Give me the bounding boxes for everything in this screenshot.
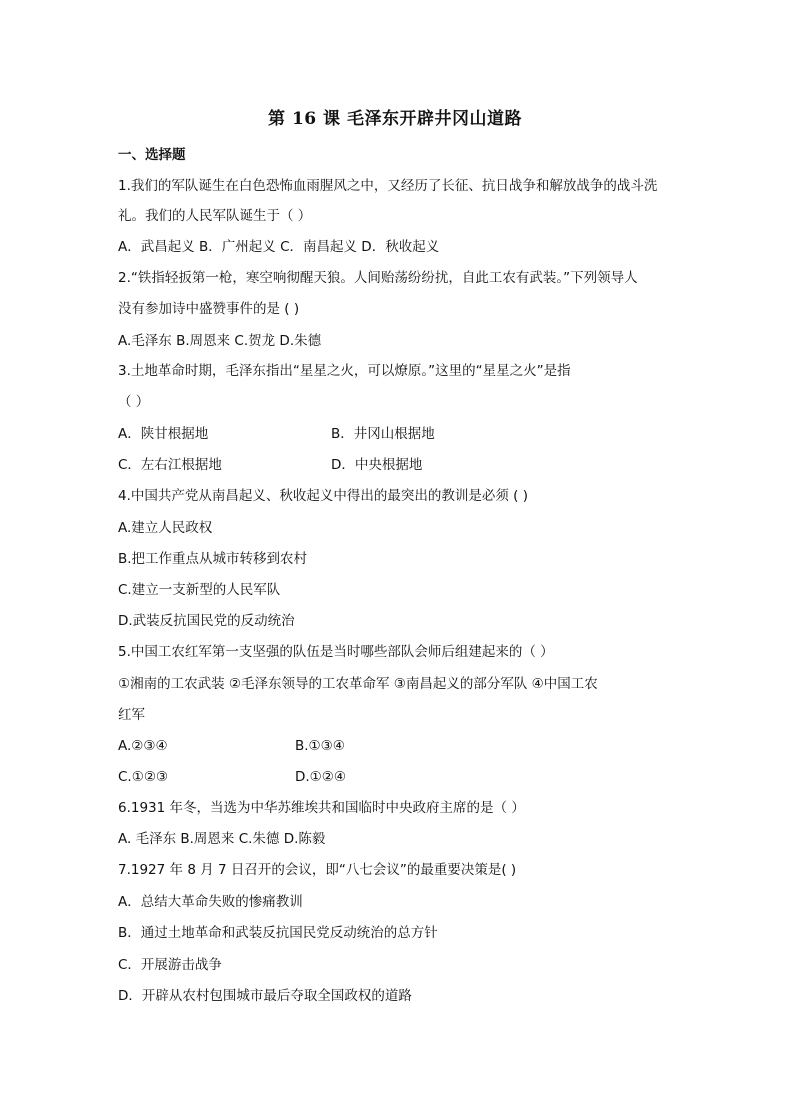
section-heading: 一、选择题	[118, 147, 186, 163]
q3-stem-line2: （ ）	[118, 394, 150, 410]
q5-option-d: D.①②④	[295, 769, 346, 785]
q7-stem: 7.1927 年 8 月 7 日召开的会议，即“八七会议”的最重要决策是( )	[118, 862, 517, 878]
q5-option-b: B.①③④	[295, 738, 345, 754]
q1-stem-line2: 礼。我们的人民军队诞生于（ ）	[118, 208, 312, 224]
q3-option-b: B．井冈山根据地	[331, 426, 435, 442]
q6-options: A. 毛泽东 B.周恩来 C.朱德 D.陈毅	[118, 831, 326, 847]
q7-option-a: A．总结大革命失败的惨痛教训	[118, 894, 303, 910]
q5-items-line1: ①湘南的工农武装 ②毛泽东领导的工农革命军 ③南昌起义的部分军队 ④中国工农	[118, 676, 598, 692]
q4-option-d: D.武装反抗国民党的反动统治	[118, 613, 295, 629]
q2-stem-line2: 没有参加诗中盛赞事件的是 ( )	[118, 301, 300, 317]
q7-option-d: D．开辟从农村包围城市最后夺取全国政权的道路	[118, 988, 412, 1004]
q1-options: A．武昌起义 B．广州起义 C．南昌起义 D．秋收起义	[118, 239, 440, 255]
q2-stem-line1: 2.“铁指轻扳第一枪，寒空响彻醒天狼。人间贻荡纷纷扰，自此工农有武装。”下列领导人	[118, 270, 638, 286]
q5-items-line2: 红军	[118, 707, 145, 723]
page-title: 第 16 课 毛泽东开辟井冈山道路	[268, 109, 522, 129]
q3-stem-line1: 3.土地革命时期，毛泽东指出“星星之火，可以燎原。”这里的“星星之火”是指	[118, 363, 571, 379]
q1-stem-line1: 1.我们的军队诞生在白色恐怖血雨腥风之中，又经历了长征、抗日战争和解放战争的战斗洗	[118, 178, 658, 194]
q5-option-a: A.②③④	[118, 738, 168, 754]
q3-option-d: D．中央根据地	[331, 457, 423, 473]
q5-option-c: C.①②③	[118, 769, 169, 785]
q4-option-a: A.建立人民政权	[118, 520, 213, 536]
q7-option-b: B．通过土地革命和武装反抗国民党反动统治的总方针	[118, 925, 438, 941]
q7-option-c: C．开展游击战争	[118, 957, 222, 973]
q3-option-a: A．陕甘根据地	[118, 426, 209, 442]
q4-stem: 4.中国共产党从南昌起义、秋收起义中得出的最突出的教训是必须 ( )	[118, 488, 528, 504]
q4-option-c: C.建立一支新型的人民军队	[118, 582, 281, 598]
q5-stem: 5.中国工农红军第一支坚强的队伍是当时哪些部队会师后组建起来的（ ）	[118, 644, 554, 660]
q3-option-c: C．左右江根据地	[118, 457, 222, 473]
q2-options: A.毛泽东 B.周恩来 C.贺龙 D.朱德	[118, 333, 322, 349]
q6-stem: 6.1931 年冬，当选为中华苏维埃共和国临时中央政府主席的是（ ）	[118, 800, 525, 816]
q4-option-b: B.把工作重点从城市转移到农村	[118, 551, 308, 567]
